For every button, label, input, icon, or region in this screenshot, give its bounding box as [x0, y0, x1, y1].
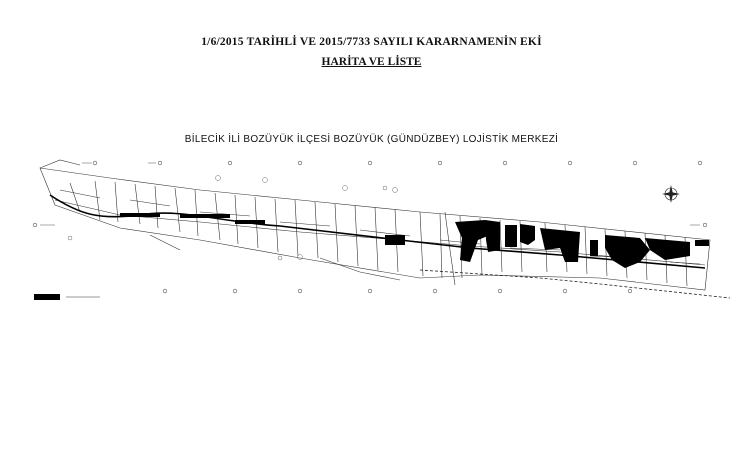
parcel-outlines [40, 160, 710, 290]
north-arrow-icon [662, 185, 680, 203]
decree-title: 1/6/2015 TARİHLİ VE 2015/7733 SAYILI KARARNAMENİN EKİ [201, 36, 542, 48]
legend-swatch [34, 294, 60, 300]
logistics-center-parcels [120, 213, 709, 268]
railway [420, 270, 730, 298]
map-title: BİLECİK İLİ BOZÜYÜK İLÇESİ BOZÜYÜK (GÜNDÜZBEY) LOJİSTİK MERKEZİ [184, 134, 559, 145]
subtitle: HARİTA VE LİSTE [321, 56, 422, 68]
